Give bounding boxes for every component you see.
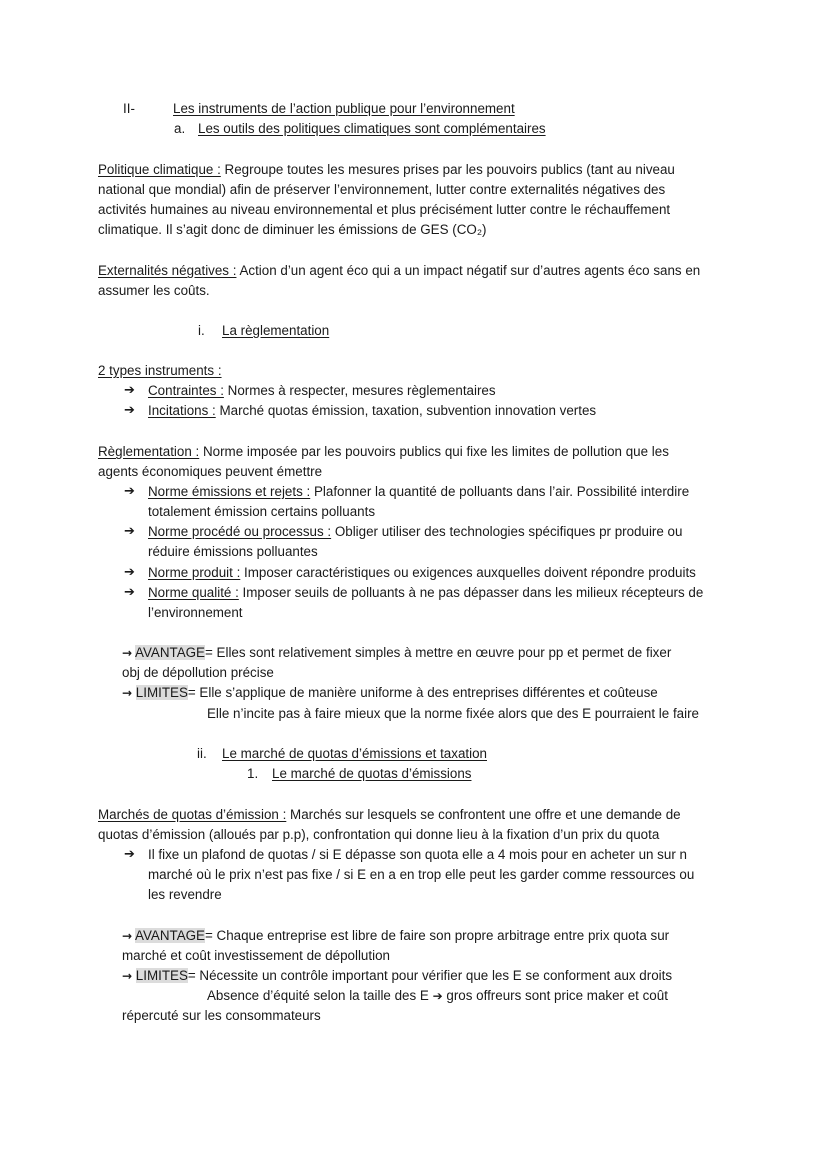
item-label: Norme qualité :: [148, 585, 239, 600]
limites-text: = Nécessite un contrôle important pour vérifier que les E se conforment aux droits: [187, 968, 673, 983]
term-label: Externalités négatives :: [98, 263, 237, 278]
definition-text: Marchés sur lesquels se confrontent une offre et une demande de: [290, 807, 681, 822]
item-text: l’environnement: [148, 605, 243, 620]
avantage-label: AVANTAGE: [135, 928, 205, 943]
limites-text: gros offreurs sont price maker et coût: [446, 988, 668, 1003]
arrow-bullet-icon: ➔: [124, 524, 135, 539]
subsection-1-number: 1.: [247, 766, 259, 781]
item-text: réduire émissions polluantes: [148, 544, 318, 559]
avantage-line: [122, 643, 671, 663]
item-text: Obliger utiliser des technologies spécifiques pr produire ou: [334, 524, 683, 539]
arrow-icon: →: [122, 969, 133, 983]
subsection-title: Les outils des politiques climatiques sont complémentaires: [198, 121, 546, 136]
avantage-text: obj de dépollution précise: [122, 665, 274, 680]
term-label: Marchés de quotas d’émission :: [98, 807, 287, 822]
subsection-ii-title: Le marché de quotas d’émissions et taxation: [222, 746, 487, 761]
limites-label: LIMITES: [135, 968, 188, 983]
item-text: Normes à respecter, mesures règlementaires: [227, 383, 496, 398]
definition-text: climatique. Il s’agit donc de diminuer les émissions de GES (CO₂): [98, 222, 487, 237]
definition-reglementation: [98, 442, 669, 462]
list-item: [148, 563, 696, 583]
definition-text: activités humaines au niveau environnemental et plus précisément lutter contre le réchauffement: [98, 202, 671, 217]
arrow-bullet-icon: ➔: [124, 403, 135, 418]
item-text: Imposer caractéristiques ou exigences auxquelles doivent répondre produits: [244, 565, 696, 580]
arrow-bullet-icon: ➔: [124, 565, 135, 580]
arrow-bullet-icon: ➔: [124, 484, 135, 499]
avantage-line: [122, 926, 669, 946]
section-number: II-: [123, 101, 135, 116]
definition-text: Action d’un agent éco qui a un impact négatif sur d’autres agents éco sans en: [239, 263, 701, 278]
definition-text: quotas d’émission (alloués par p.p), confrontation qui donne lieu à la fixation d’un prix du quota: [98, 827, 660, 842]
limites-text: répercuté sur les consommateurs: [122, 1008, 321, 1023]
item-label: Contraintes :: [148, 383, 224, 398]
list-item: [148, 522, 682, 542]
arrow-icon: →: [122, 686, 133, 700]
limites-line: [122, 966, 672, 986]
subsection-1-title: Le marché de quotas d’émissions: [272, 766, 472, 781]
definition-text: agents économiques peuvent émettre: [98, 464, 323, 479]
definition-text: Regroupe toutes les mesures prises par les pouvoirs publics (tant au niveau: [224, 162, 675, 177]
avantage-text: = Chaque entreprise est libre de faire son propre arbitrage entre prix quota sur: [205, 928, 670, 943]
item-label: Norme produit :: [148, 565, 241, 580]
list-item: [148, 381, 496, 401]
arrow-icon: →: [122, 646, 133, 660]
limites-label: LIMITES: [135, 685, 188, 700]
subsection-i-title: La règlementation: [222, 323, 330, 338]
section-title: Les instruments de l’action publique pour l’environnement: [173, 101, 515, 116]
avantage-text: marché et coût investissement de dépollution: [122, 948, 390, 963]
list-item: Il fixe un plafond de quotas / si E dépasse son quota elle a 4 mois pour en acheter un sur n: [148, 847, 687, 862]
limites-text: Elle n’incite pas à faire mieux que la norme fixée alors que des E pourraient le faire: [207, 706, 700, 721]
limites-text: = Elle s’applique de manière uniforme à des entreprises différentes et coûteuse: [187, 685, 658, 700]
item-text: les revendre: [148, 887, 222, 902]
item-text: Imposer seuils de polluants à ne pas dépasser dans les milieux récepteurs de: [242, 585, 704, 600]
item-label: Norme émissions et rejets :: [148, 484, 311, 499]
arrow-icon: →: [122, 929, 133, 943]
definition-marches-quotas: [98, 805, 681, 825]
item-text: totalement émission certains polluants: [148, 504, 376, 519]
item-label: Norme procédé ou processus :: [148, 524, 332, 539]
item-text: Plafonner la quantité de polluants dans l’air. Possibilité interdire: [313, 484, 690, 499]
limites-line: [122, 683, 658, 703]
item-label: Incitations :: [148, 403, 216, 418]
definition-text: assumer les coûts.: [98, 283, 210, 298]
definition-externalites: [98, 261, 700, 281]
item-text: Marché quotas émission, taxation, subvention innovation vertes: [219, 403, 597, 418]
term-label: Politique climatique :: [98, 162, 221, 177]
arrow-bullet-icon: ➔: [124, 383, 135, 398]
arrow-bullet-icon: ➔: [124, 847, 135, 862]
item-text: marché où le prix n’est pas fixe / si E en a en trop elle peut les garder comme ressources ou: [148, 867, 695, 882]
subsection-ii-number: ii.: [197, 746, 207, 761]
definition-text: Norme imposée par les pouvoirs publics qui fixe les limites de pollution que les: [202, 444, 669, 459]
arrow-bullet-icon: ➔: [124, 585, 135, 600]
limites-line-2: [207, 986, 668, 1006]
term-label: Règlementation :: [98, 444, 200, 459]
list-item: [148, 482, 689, 502]
subsection-number: a.: [174, 121, 186, 136]
definition-politique-climatique: [98, 160, 675, 180]
avantage-text: = Elles sont relativement simples à mettre en œuvre pour pp et permet de fixer: [205, 645, 672, 660]
definition-text: national que mondial) afin de préserver l’environnement, lutter contre externalités négatives des: [98, 182, 666, 197]
arrow-icon: ➔: [432, 989, 443, 1003]
list-item: [148, 583, 703, 603]
subsection-i-number: i.: [198, 323, 205, 338]
avantage-label: AVANTAGE: [135, 645, 205, 660]
limites-text: Absence d’équité selon la taille des E: [207, 988, 429, 1003]
list-item: [148, 401, 596, 421]
types-title: 2 types instruments :: [98, 363, 222, 378]
